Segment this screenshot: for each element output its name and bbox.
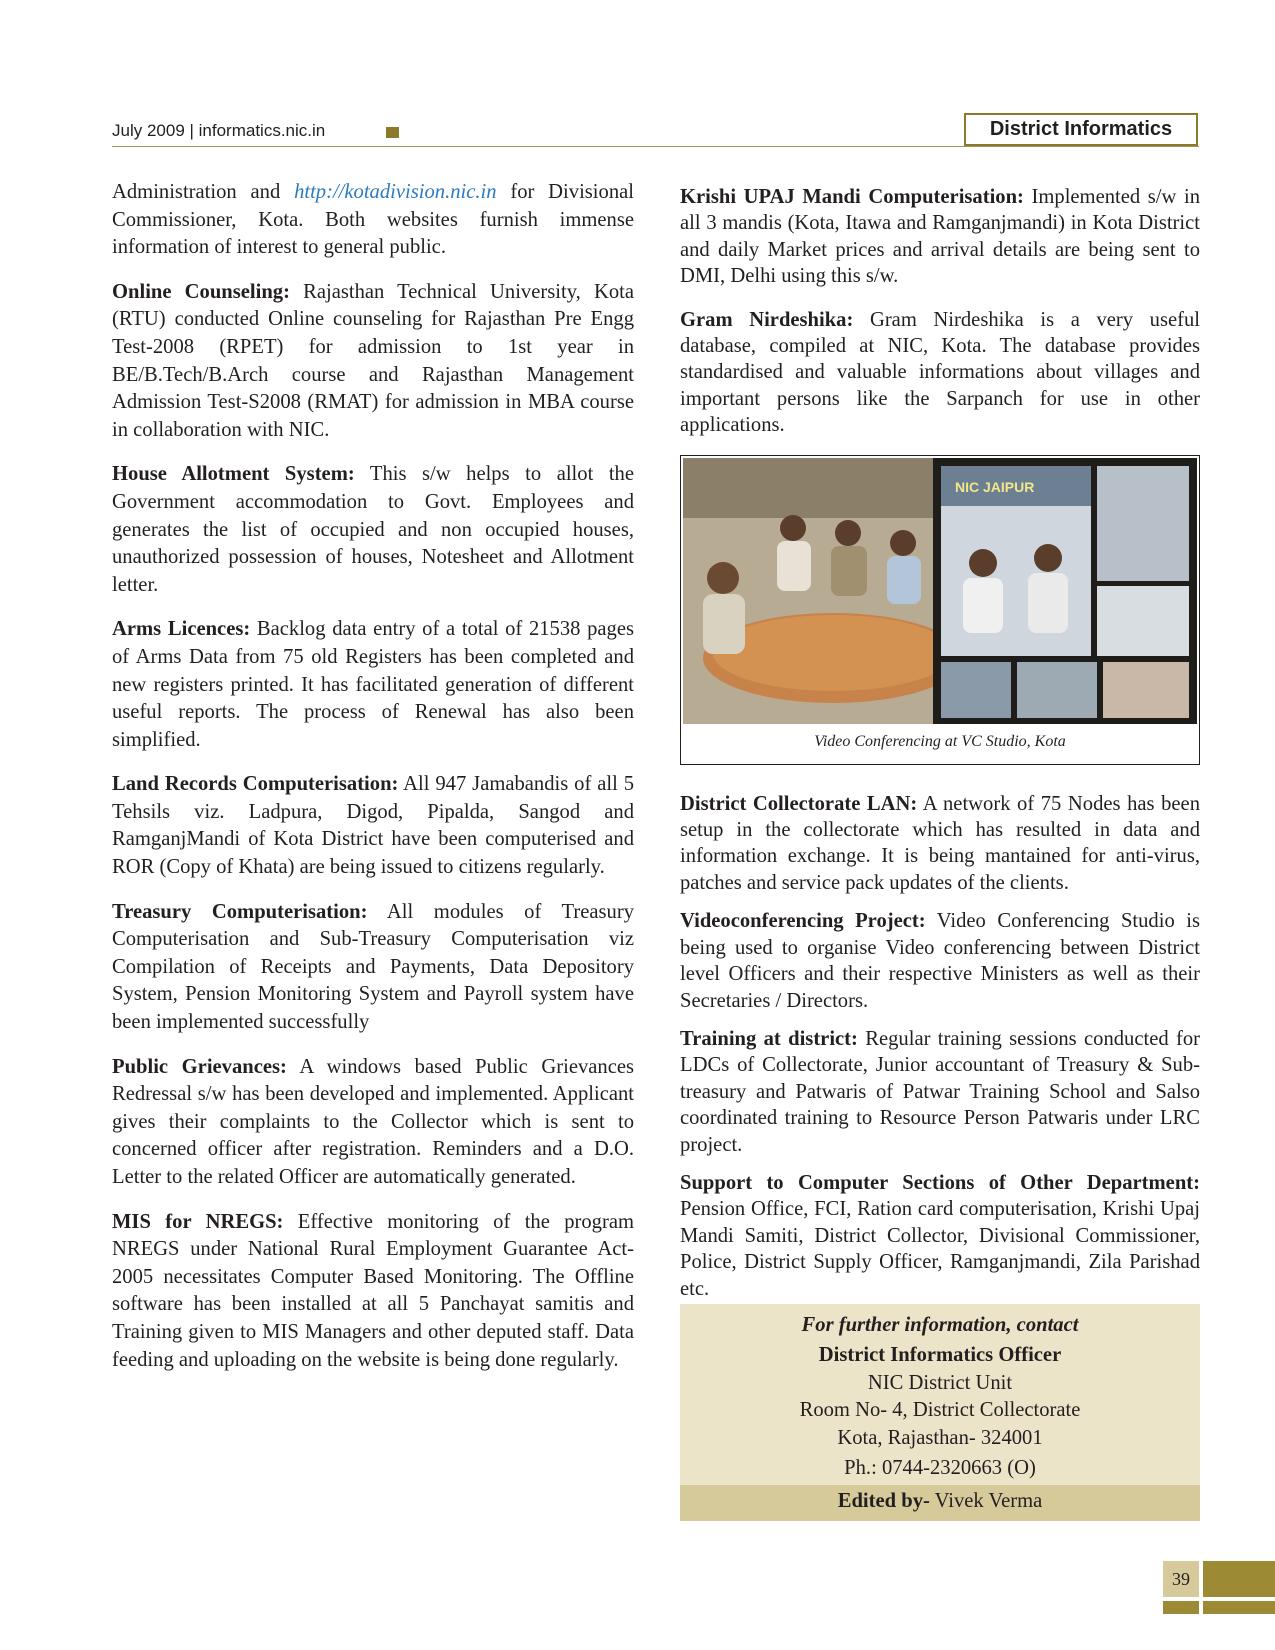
treasury-paragraph xyxy=(112,899,634,1037)
section-title: District Informatics xyxy=(964,113,1198,146)
kotadivision-link[interactable]: http://kotadivision.nic.in xyxy=(294,181,497,203)
videoconferencing-title: Videoconferencing Project: xyxy=(680,910,926,933)
editor-name: Vivek Verma xyxy=(929,1489,1043,1512)
mis-nregs-paragraph xyxy=(112,1209,634,1375)
krishi-upaj-text: Implemented s/w in all 3 mandis (Kota, Itawa and Ramganjmandi) in Kota District and daily Market prices and arrival details are being sent to DMI, Delhi using this s/w. xyxy=(680,186,1200,288)
page-corner-block xyxy=(1203,1561,1275,1597)
contact-box xyxy=(680,1304,1200,1522)
support-paragraph xyxy=(680,1170,1200,1302)
online-counseling-text: Rajasthan Technical University, Kota (RTU) conducted Online counseling for Rajasthan Pre Engg Test-2008 (RPET) for admission to 1st year in BE/B.Tech/B.Arch course and Rajasthan Management Admission Test-S2008 (RMAT) for admission in MBA course in collaboration with NIC. xyxy=(112,280,634,441)
edited-by-label: Edited by- xyxy=(837,1489,930,1512)
mis-nregs-text: Effective monitoring of the program NREGS under National Rural Employment Guarantee Act-2005 necessitates Computer Based Monitoring. The Offline software has been installed at all 5 Panchayat samitis and Training given to MIS Managers and other deputed staff. Data feeding and uploading on the website is being done regularly. xyxy=(112,1210,634,1371)
contact-heading: For further information, contact xyxy=(801,1313,1079,1336)
videoconferencing-paragraph xyxy=(680,908,1200,1014)
house-allotment-text: This s/w helps to allot the Government accommodation to Govt. Employees and generates the list of occupied and non occupied houses, unauthorized possession of houses, Notesheet and Allotment letter. xyxy=(112,463,634,596)
krishi-upaj-paragraph xyxy=(680,184,1200,290)
support-text: Pension Office, FCI, Ration card computerisation, Krishi Upaj Mandi Samiti, District Collector, Divisional Commissioner, Police, District Supply Officer, Ramganjmandi, Zila Parishad etc. xyxy=(680,1198,1200,1300)
public-grievances-paragraph xyxy=(112,1054,634,1192)
collectorate-lan-title: District Collectorate LAN: xyxy=(680,792,918,815)
intro-text-pre: Administration and xyxy=(112,181,295,203)
gram-nirdeshika-paragraph xyxy=(680,307,1200,439)
land-records-paragraph xyxy=(112,771,634,881)
land-records-title: Land Records Computerisation: xyxy=(112,773,399,796)
collectorate-lan-paragraph xyxy=(680,791,1200,897)
right-column xyxy=(680,184,1200,1521)
contact-phone: Ph.: 0744-2320663 (O) xyxy=(844,1457,1036,1480)
mis-nregs-title: MIS for NREGS: xyxy=(112,1210,284,1233)
land-records-text: All 947 Jamabandis of all 5 Tehsils viz. Ladpura, Digod, Pipalda, Sangod and RamganjMandi of Kota District have been computerised and ROR (Copy of Khata) are being issued to citizens regularly. xyxy=(112,773,635,879)
arms-licences-paragraph xyxy=(112,616,634,754)
contact-officer: District Informatics Officer xyxy=(818,1344,1062,1367)
left-column xyxy=(112,179,634,1391)
online-counseling-paragraph xyxy=(112,279,634,445)
screen-label: NIC JAIPUR xyxy=(955,478,1035,495)
header-square-bullet xyxy=(386,127,399,138)
krishi-upaj-title: Krishi UPAJ Mandi Computerisation: xyxy=(680,186,1024,208)
videoconferencing-text: Video Conferencing Studio is being used to organise Video conferencing between District level Officers and their respective Ministers as well as their Secretaries / Directors. xyxy=(680,910,1200,1012)
training-text: Regular training sessions conducted for LDCs of Collectorate, Junior accountant of Treasury & Sub-treasury and Patwaris of Patwar Training School and Salso coordinated training to Resource Person Patwaris under LRC project. xyxy=(680,1027,1201,1156)
gram-nirdeshika-text: Gram Nirdeshika is a very useful database, compiled at NIC, Kota. The database provides standardised and valuable informations about villages and important persons like the Sarpanch for use in other applications. xyxy=(680,308,1200,437)
video-conference-illustration xyxy=(683,458,1197,724)
gram-nirdeshika-title: Gram Nirdeshika: xyxy=(680,308,854,331)
arms-licences-text: Backlog data entry of a total of 21538 pages of Arms Data from 75 old Registers has been completed and new registers printed. It has facilitated generation of different useful reports. The process of Renewal has also been simplified. xyxy=(112,618,634,751)
page-corner-strip-right xyxy=(1203,1601,1275,1614)
collectorate-lan-text: A network of 75 Nodes has been setup in the collectorate which has resulted in data and information exchange. It is being mantained for anti-virus, patches and service pack updates of the clients. xyxy=(680,792,1200,894)
training-title: Training at district: xyxy=(680,1027,858,1050)
house-allotment-paragraph xyxy=(112,461,634,599)
video-conference-figure xyxy=(680,455,1200,765)
contact-room: Room No- 4, District Collectorate xyxy=(799,1399,1081,1422)
house-allotment-title: House Allotment System: xyxy=(112,463,355,486)
page-corner-strip-left xyxy=(1163,1601,1199,1614)
public-grievances-title: Public Grievances: xyxy=(112,1055,287,1078)
treasury-text: All modules of Treasury Computerisation and Sub-Treasury Computerisation viz Compilation of Receipts and Payments, Data Depository System, Pension Monitoring System and Payroll system have been implemented successfully xyxy=(112,900,634,1034)
contact-unit: NIC District Unit xyxy=(867,1371,1013,1394)
intro-paragraph xyxy=(112,179,634,262)
treasury-title: Treasury Computerisation: xyxy=(112,900,368,923)
public-grievances-text: A windows based Public Grievances Redressal s/w has been developed and implemented. Applicant gives their complaints to the Collector which is sent to concerned officer after registration. Reminders and a D.O. Letter to the related Officer are automatically generated. xyxy=(112,1055,634,1188)
online-counseling-title: Online Counseling: xyxy=(112,280,290,303)
contact-city: Kota, Rajasthan- 324001 xyxy=(837,1426,1043,1449)
training-paragraph xyxy=(680,1026,1200,1158)
header-divider xyxy=(112,146,1199,147)
edited-by xyxy=(680,1485,1200,1522)
support-title: Support to Computer Sections of Other Department: xyxy=(680,1171,1200,1194)
arms-licences-title: Arms Licences: xyxy=(112,618,251,641)
intro-text-post: for Divisional Commissioner, Kota. Both websites furnish immense information of interest to general public. xyxy=(112,181,634,259)
issue-and-site: July 2009 | informatics.nic.in xyxy=(112,121,326,140)
video-conference-photo xyxy=(683,458,1197,724)
photo-caption: Video Conferencing at VC Studio, Kota xyxy=(814,733,1066,751)
page-number: 39 xyxy=(1163,1561,1199,1597)
